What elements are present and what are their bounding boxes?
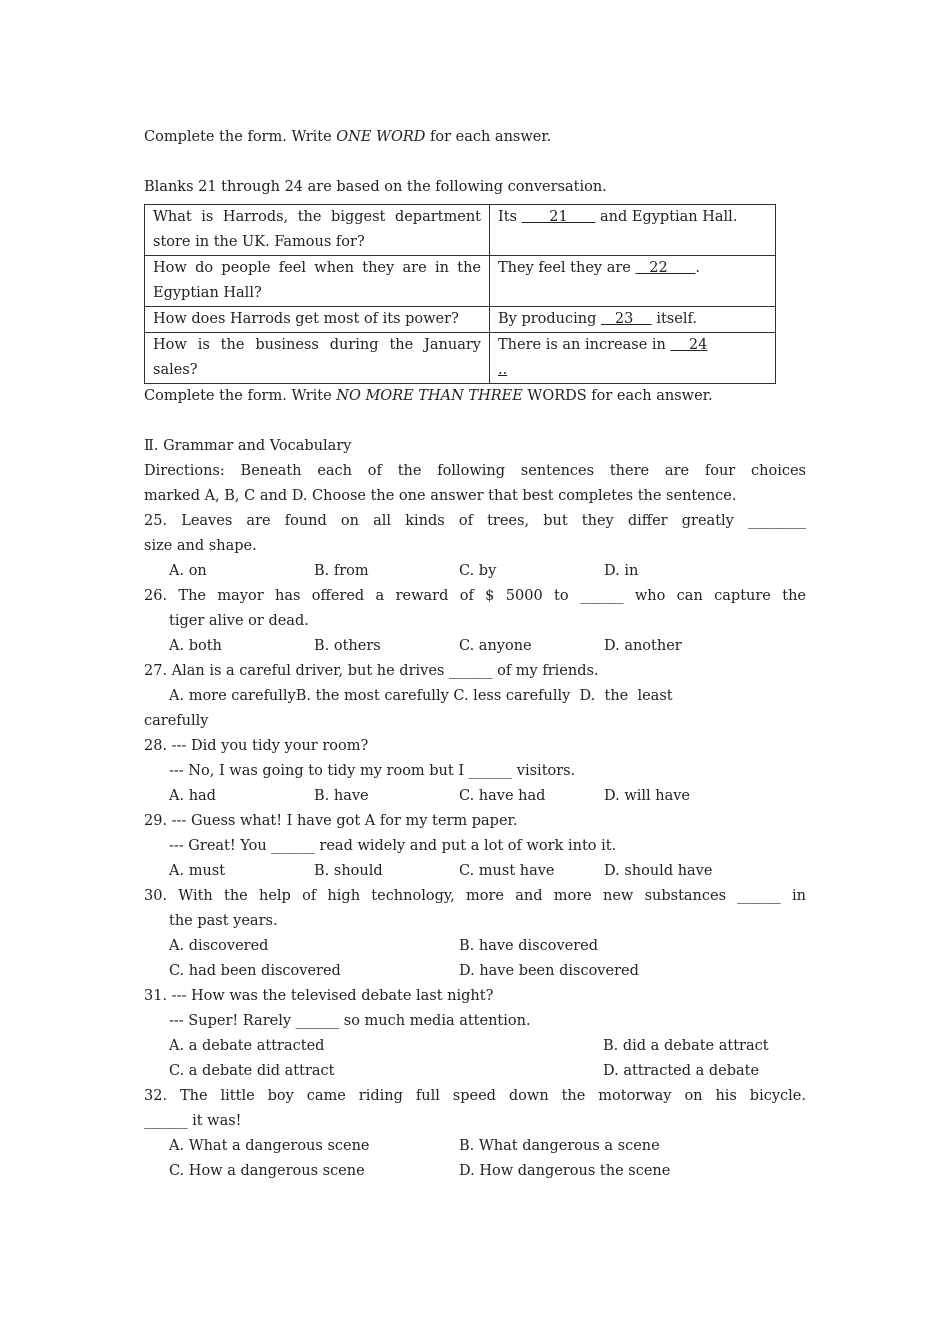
option-b[interactable]: B. have — [314, 788, 369, 804]
instruction-text-end: for each answer. — [425, 129, 552, 145]
question-31-cont: --- Super! Rarely ______ so much media attention. — [169, 1013, 531, 1029]
option-a[interactable]: A. must — [169, 863, 226, 879]
question-31-options-cd — [144, 1059, 806, 1084]
question-28-cont: --- No, I was going to tidy my room but I ______ visitors. — [169, 763, 576, 779]
question-cell: How do people feel when they are in the Egyptian Hall? — [145, 256, 490, 307]
option-a[interactable]: A. both — [169, 638, 222, 654]
option-c[interactable]: C. had been discovered — [169, 963, 341, 979]
option-c[interactable]: C. a debate did attract — [169, 1063, 335, 1079]
blank-23: 23 — [601, 311, 652, 327]
option-b[interactable]: B. have discovered — [459, 938, 599, 954]
table-row — [145, 256, 776, 307]
instruction-emphasis: ONE WORD — [336, 129, 426, 145]
option-a[interactable]: A. on — [169, 563, 207, 579]
question-32-options-ab — [144, 1134, 806, 1159]
option-a[interactable]: A. discovered — [169, 938, 269, 954]
instruction-emphasis: NO MORE THAN THREE — [336, 388, 523, 404]
question-32-cont: ______ it was! — [144, 1113, 242, 1129]
option-b[interactable]: B. What dangerous a scene — [459, 1138, 660, 1154]
question-30-options-cd — [144, 959, 806, 984]
option-d[interactable]: D. will have — [604, 788, 691, 804]
question-31-options-ab — [144, 1034, 806, 1059]
option-b[interactable]: B. did a debate attract — [603, 1038, 769, 1054]
directions-line: Directions: Beneath each of the following sentences there are four choices — [144, 463, 806, 479]
option-a[interactable]: A. What a dangerous scene — [169, 1138, 370, 1154]
option-b[interactable]: B. from — [314, 563, 369, 579]
question-30-options-ab — [144, 934, 806, 959]
question-26-options — [144, 634, 806, 659]
section-title: Ⅱ. Grammar and Vocabulary — [144, 438, 352, 454]
question-31: 31. --- How was the televised debate last night? — [144, 988, 494, 1004]
option-c[interactable]: C. must have — [459, 863, 555, 879]
question-25: 25. Leaves are found on all kinds of trees, but they differ greatly ________ — [144, 513, 806, 529]
instruction-text: Complete the form. Write — [144, 129, 337, 145]
option-d[interactable]: D. in — [604, 563, 639, 579]
answer-form-table — [144, 204, 776, 384]
form-instruction — [144, 125, 806, 150]
blank-22: 22 — [635, 260, 696, 276]
question-28-options — [144, 784, 806, 809]
question-32-options-cd — [144, 1159, 806, 1184]
answer-cell: By producing 23 itself. — [490, 307, 776, 333]
question-27: 27. Alan is a careful driver, but he drives ______ of my friends. — [144, 663, 599, 679]
table-row — [145, 307, 776, 333]
question-30: 30. With the help of high technology, more and more new substances ______ in — [144, 888, 806, 904]
table-row — [145, 333, 776, 384]
question-26: 26. The mayor has offered a reward of $ 5000 to ______ who can capture the — [144, 588, 806, 604]
question-cell: How is the business during the January sales? — [145, 333, 490, 384]
option-c[interactable]: C. by — [459, 563, 497, 579]
question-27-options[interactable]: A. more carefullyB. the most carefully C. less carefully D. the least — [169, 688, 673, 704]
option-a[interactable]: A. had — [169, 788, 216, 804]
option-b[interactable]: B. others — [314, 638, 381, 654]
question-29: 29. --- Guess what! I have got A for my term paper. — [144, 813, 518, 829]
question-cell: What is Harrods, the biggest department store in the UK. Famous for? — [145, 205, 490, 256]
answer-cell: There is an increase in 24 .. — [490, 333, 776, 384]
question-32: 32. The little boy came riding full speed down the motorway on his bicycle. — [144, 1088, 806, 1104]
question-26-cont: tiger alive or dead. — [169, 613, 309, 629]
option-d[interactable]: D. have been discovered — [459, 963, 639, 979]
blank-24: 24 — [670, 337, 708, 353]
answer-cell: Its 21 and Egyptian Hall. — [490, 205, 776, 256]
option-d[interactable]: D. How dangerous the scene — [459, 1163, 671, 1179]
option-c[interactable]: C. How a dangerous scene — [169, 1163, 365, 1179]
question-25-cont: size and shape. — [144, 538, 257, 554]
worksheet-page — [144, 125, 806, 1184]
question-cell: How does Harrods get most of its power? — [145, 307, 490, 333]
question-29-cont: --- Great! You ______ read widely and put a lot of work into it. — [169, 838, 617, 854]
table-row — [145, 205, 776, 256]
blank-24-end: .. — [498, 362, 508, 378]
option-d[interactable]: D. should have — [604, 863, 713, 879]
blanks-note: Blanks 21 through 24 are based on the following conversation. — [144, 179, 607, 195]
option-d[interactable]: D. another — [604, 638, 682, 654]
question-28: 28. --- Did you tidy your room? — [144, 738, 369, 754]
question-29-options — [144, 859, 806, 884]
answer-cell: They feel they are 22 . — [490, 256, 776, 307]
option-c[interactable]: C. anyone — [459, 638, 532, 654]
question-30-cont: the past years. — [169, 913, 278, 929]
blank-21: 21 — [521, 209, 596, 225]
option-b[interactable]: B. should — [314, 863, 383, 879]
option-a[interactable]: A. a debate attracted — [169, 1038, 325, 1054]
option-d[interactable]: D. attracted a debate — [603, 1063, 760, 1079]
option-c[interactable]: C. have had — [459, 788, 546, 804]
question-27-cont: carefully — [144, 713, 209, 729]
question-25-options — [144, 559, 806, 584]
form-instruction-2: Complete the form. Write NO MORE THAN THREE WORDS for each answer. — [144, 388, 713, 404]
directions-line: marked A, B, C and D. Choose the one answer that best completes the sentence. — [144, 488, 737, 504]
